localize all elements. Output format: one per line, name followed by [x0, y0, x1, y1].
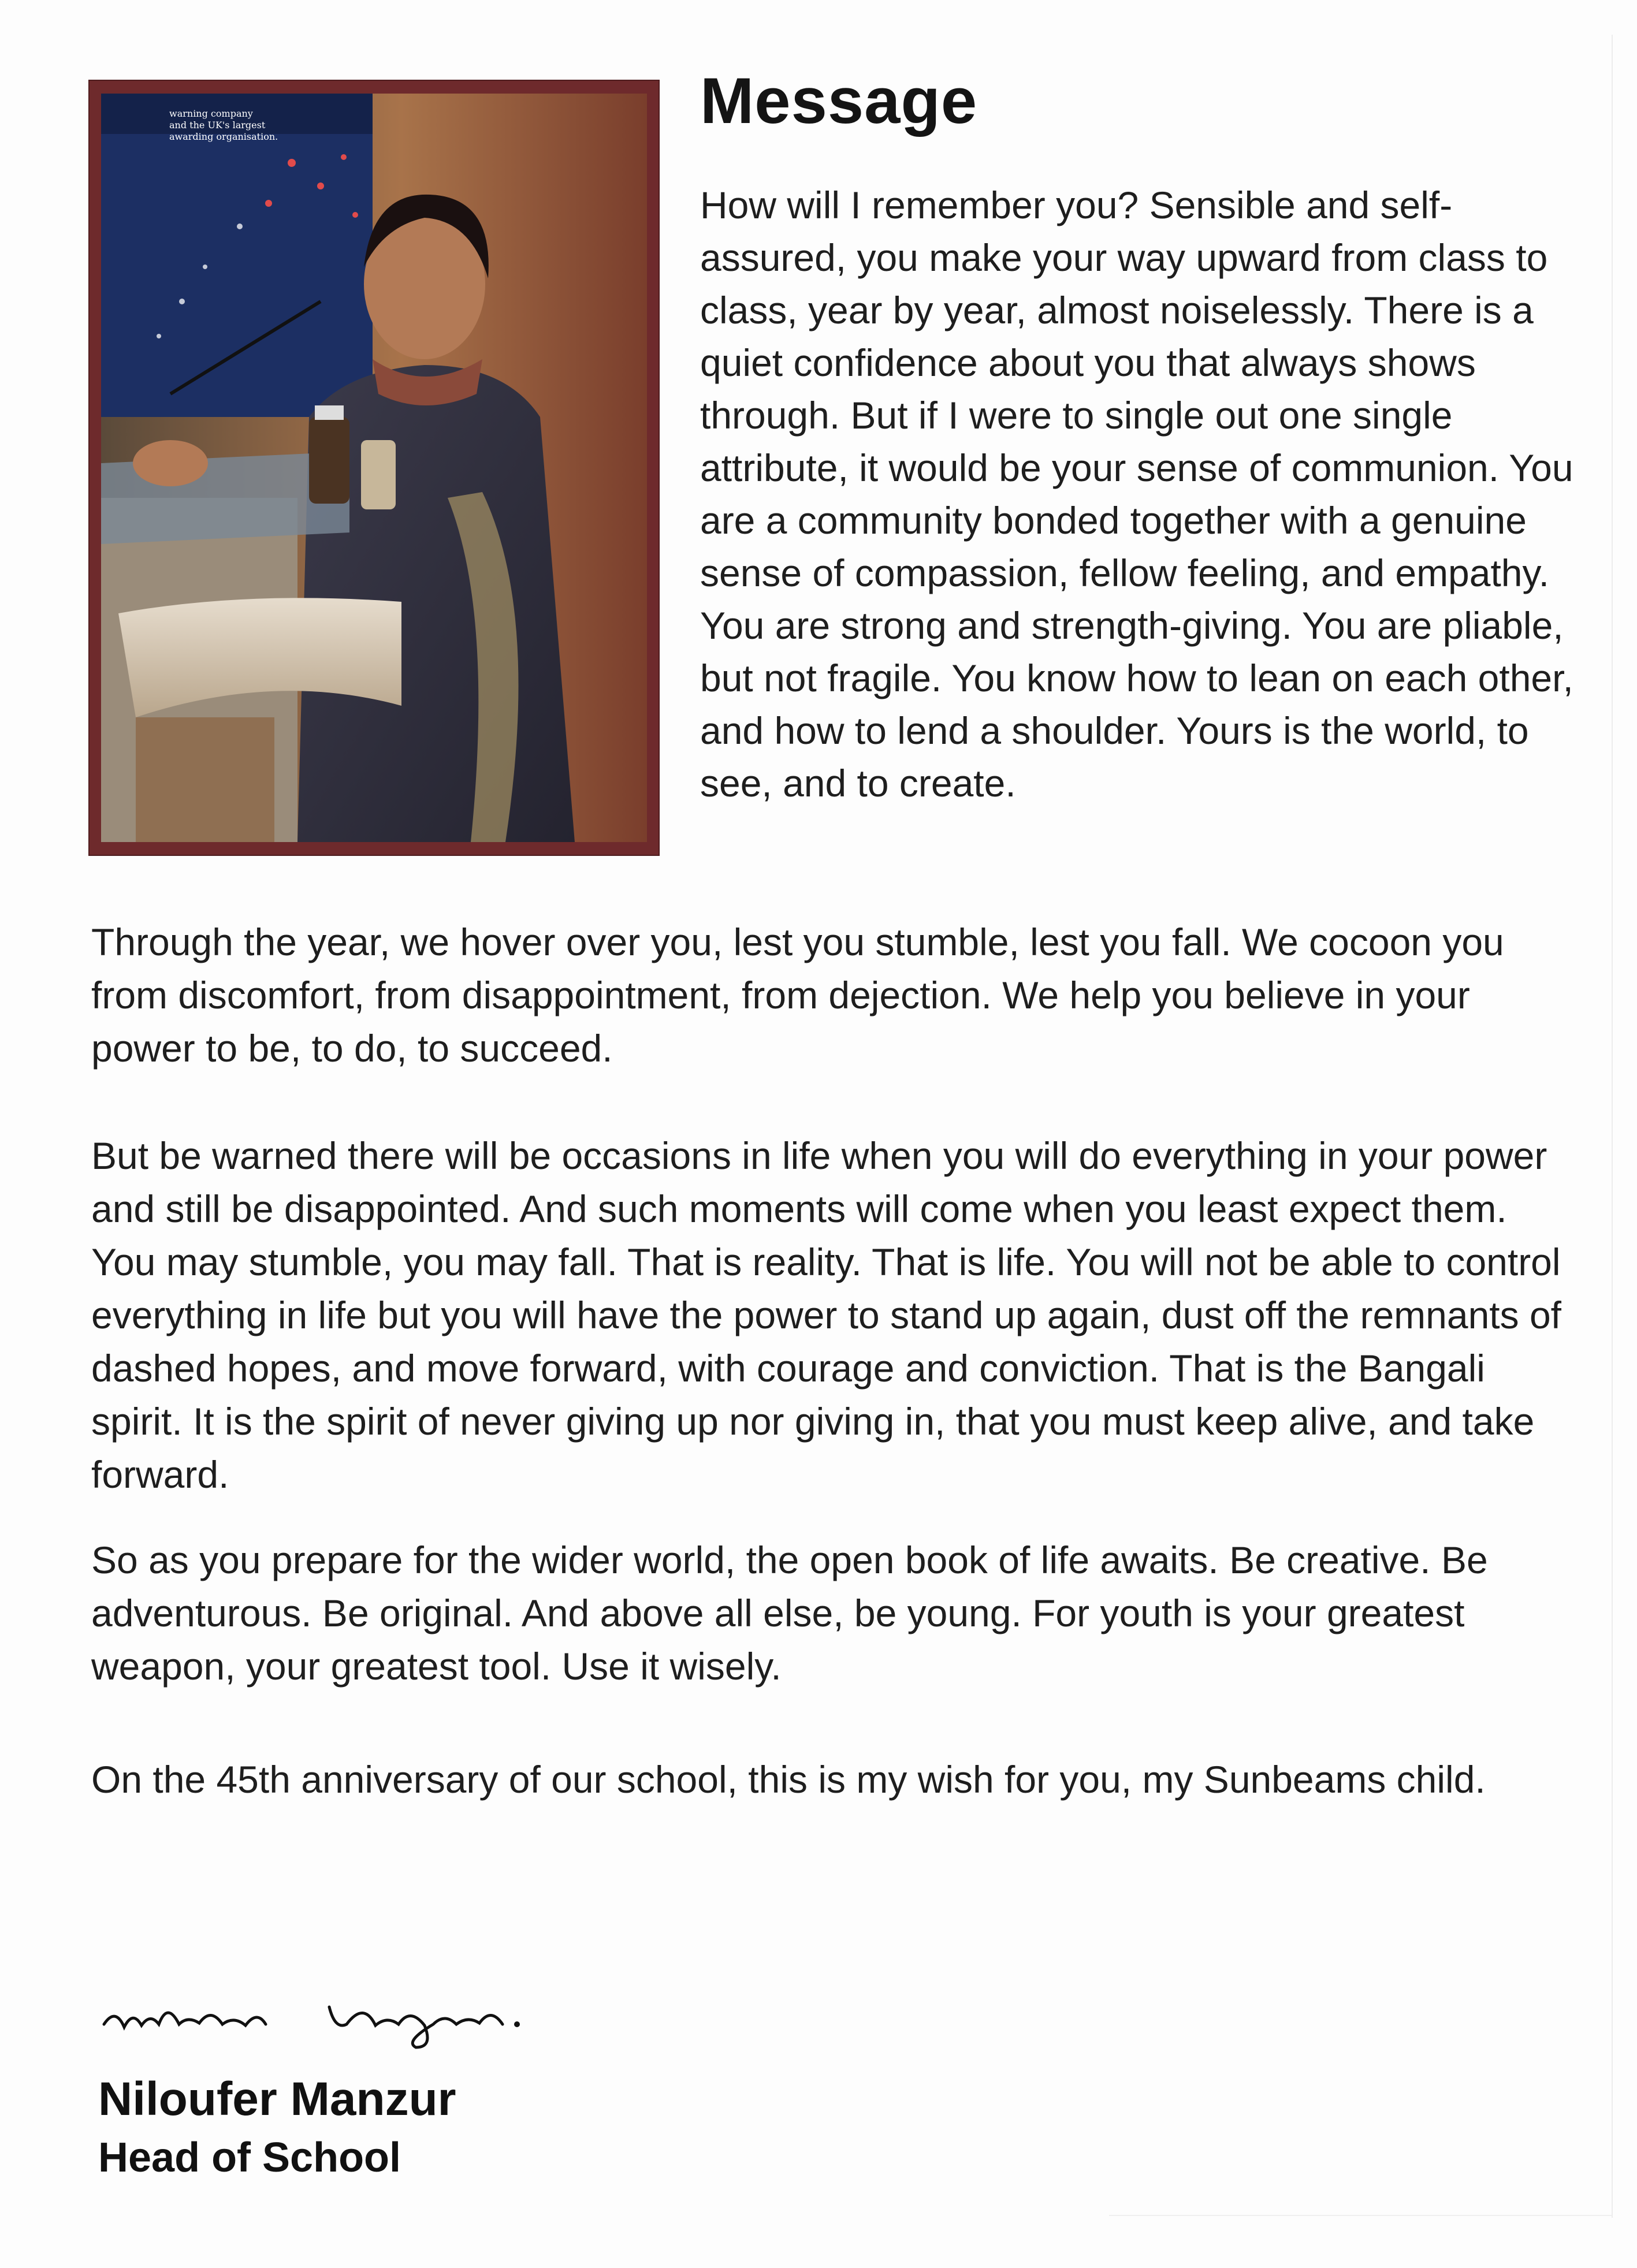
body-paragraph-1: Through the year, we hover over you, lest you stumble, lest you fall. We cocoon you from discomfort, from disappointment, from dejection. We help you believe in your power to be, to do, to succeed.	[91, 921, 1504, 1070]
photo-frame	[90, 81, 658, 855]
body-paragraph-4: On the 45th anniversary of our school, this is my wish for you, my Sunbeams child.	[91, 1758, 1486, 1801]
page-edge-divider	[1612, 35, 1613, 2218]
banner-line-3: awarding organisation.	[169, 131, 278, 142]
banner-line-1: warning company	[169, 108, 253, 119]
page-bottom-divider	[1109, 2215, 1612, 2216]
portrait-illustration	[101, 94, 647, 842]
body-paragraph-3: So as you prepare for the wider world, the open book of life awaits. Be creative. Be adventurous. Be original. And above all else, be young. For youth is your greatest weapon, your greatest tool. Use it wisely.	[91, 1539, 1488, 1688]
page-title: Message	[700, 65, 978, 137]
signatory-title: Head of School	[98, 2135, 401, 2181]
portrait-photo	[101, 94, 647, 842]
handwritten-signature	[92, 1984, 566, 2053]
intro-paragraph: How will I remember you? Sensible and self-assured, you make your way upward from class to class, year by year, almost noiselessly. There is a quiet confidence about you that always shows through. But if I were to single out one single attribute, it would be your sense of communion. You are a community bonded together with a genuine sense of compassion, fellow feeling, and empathy. You are strong and strength-giving. You are pliable, but not fragile. You know how to lean on each other, and how to lend a shoulder. Yours is the world, to see, and to create.	[700, 184, 1573, 805]
signatory-name: Niloufer Manzur	[98, 2073, 456, 2125]
banner-line-2: and the UK's largest	[169, 120, 266, 131]
signature-scribble	[92, 1984, 566, 2053]
body-paragraph-2: But be warned there will be occasions in life when you will do everything in your power and still be disappointed. And such moments will come when you least expect them. You may stumble, you may fall. That is reality. That is life. You will not be able to control everything in life but you will have the power to stand up again, dust off the remnants of dashed hopes, and move forward, with courage and conviction. That is the Bangali spirit. It is the spirit of never giving up nor giving in, that you must keep alive, and take forward.	[91, 1134, 1561, 1496]
